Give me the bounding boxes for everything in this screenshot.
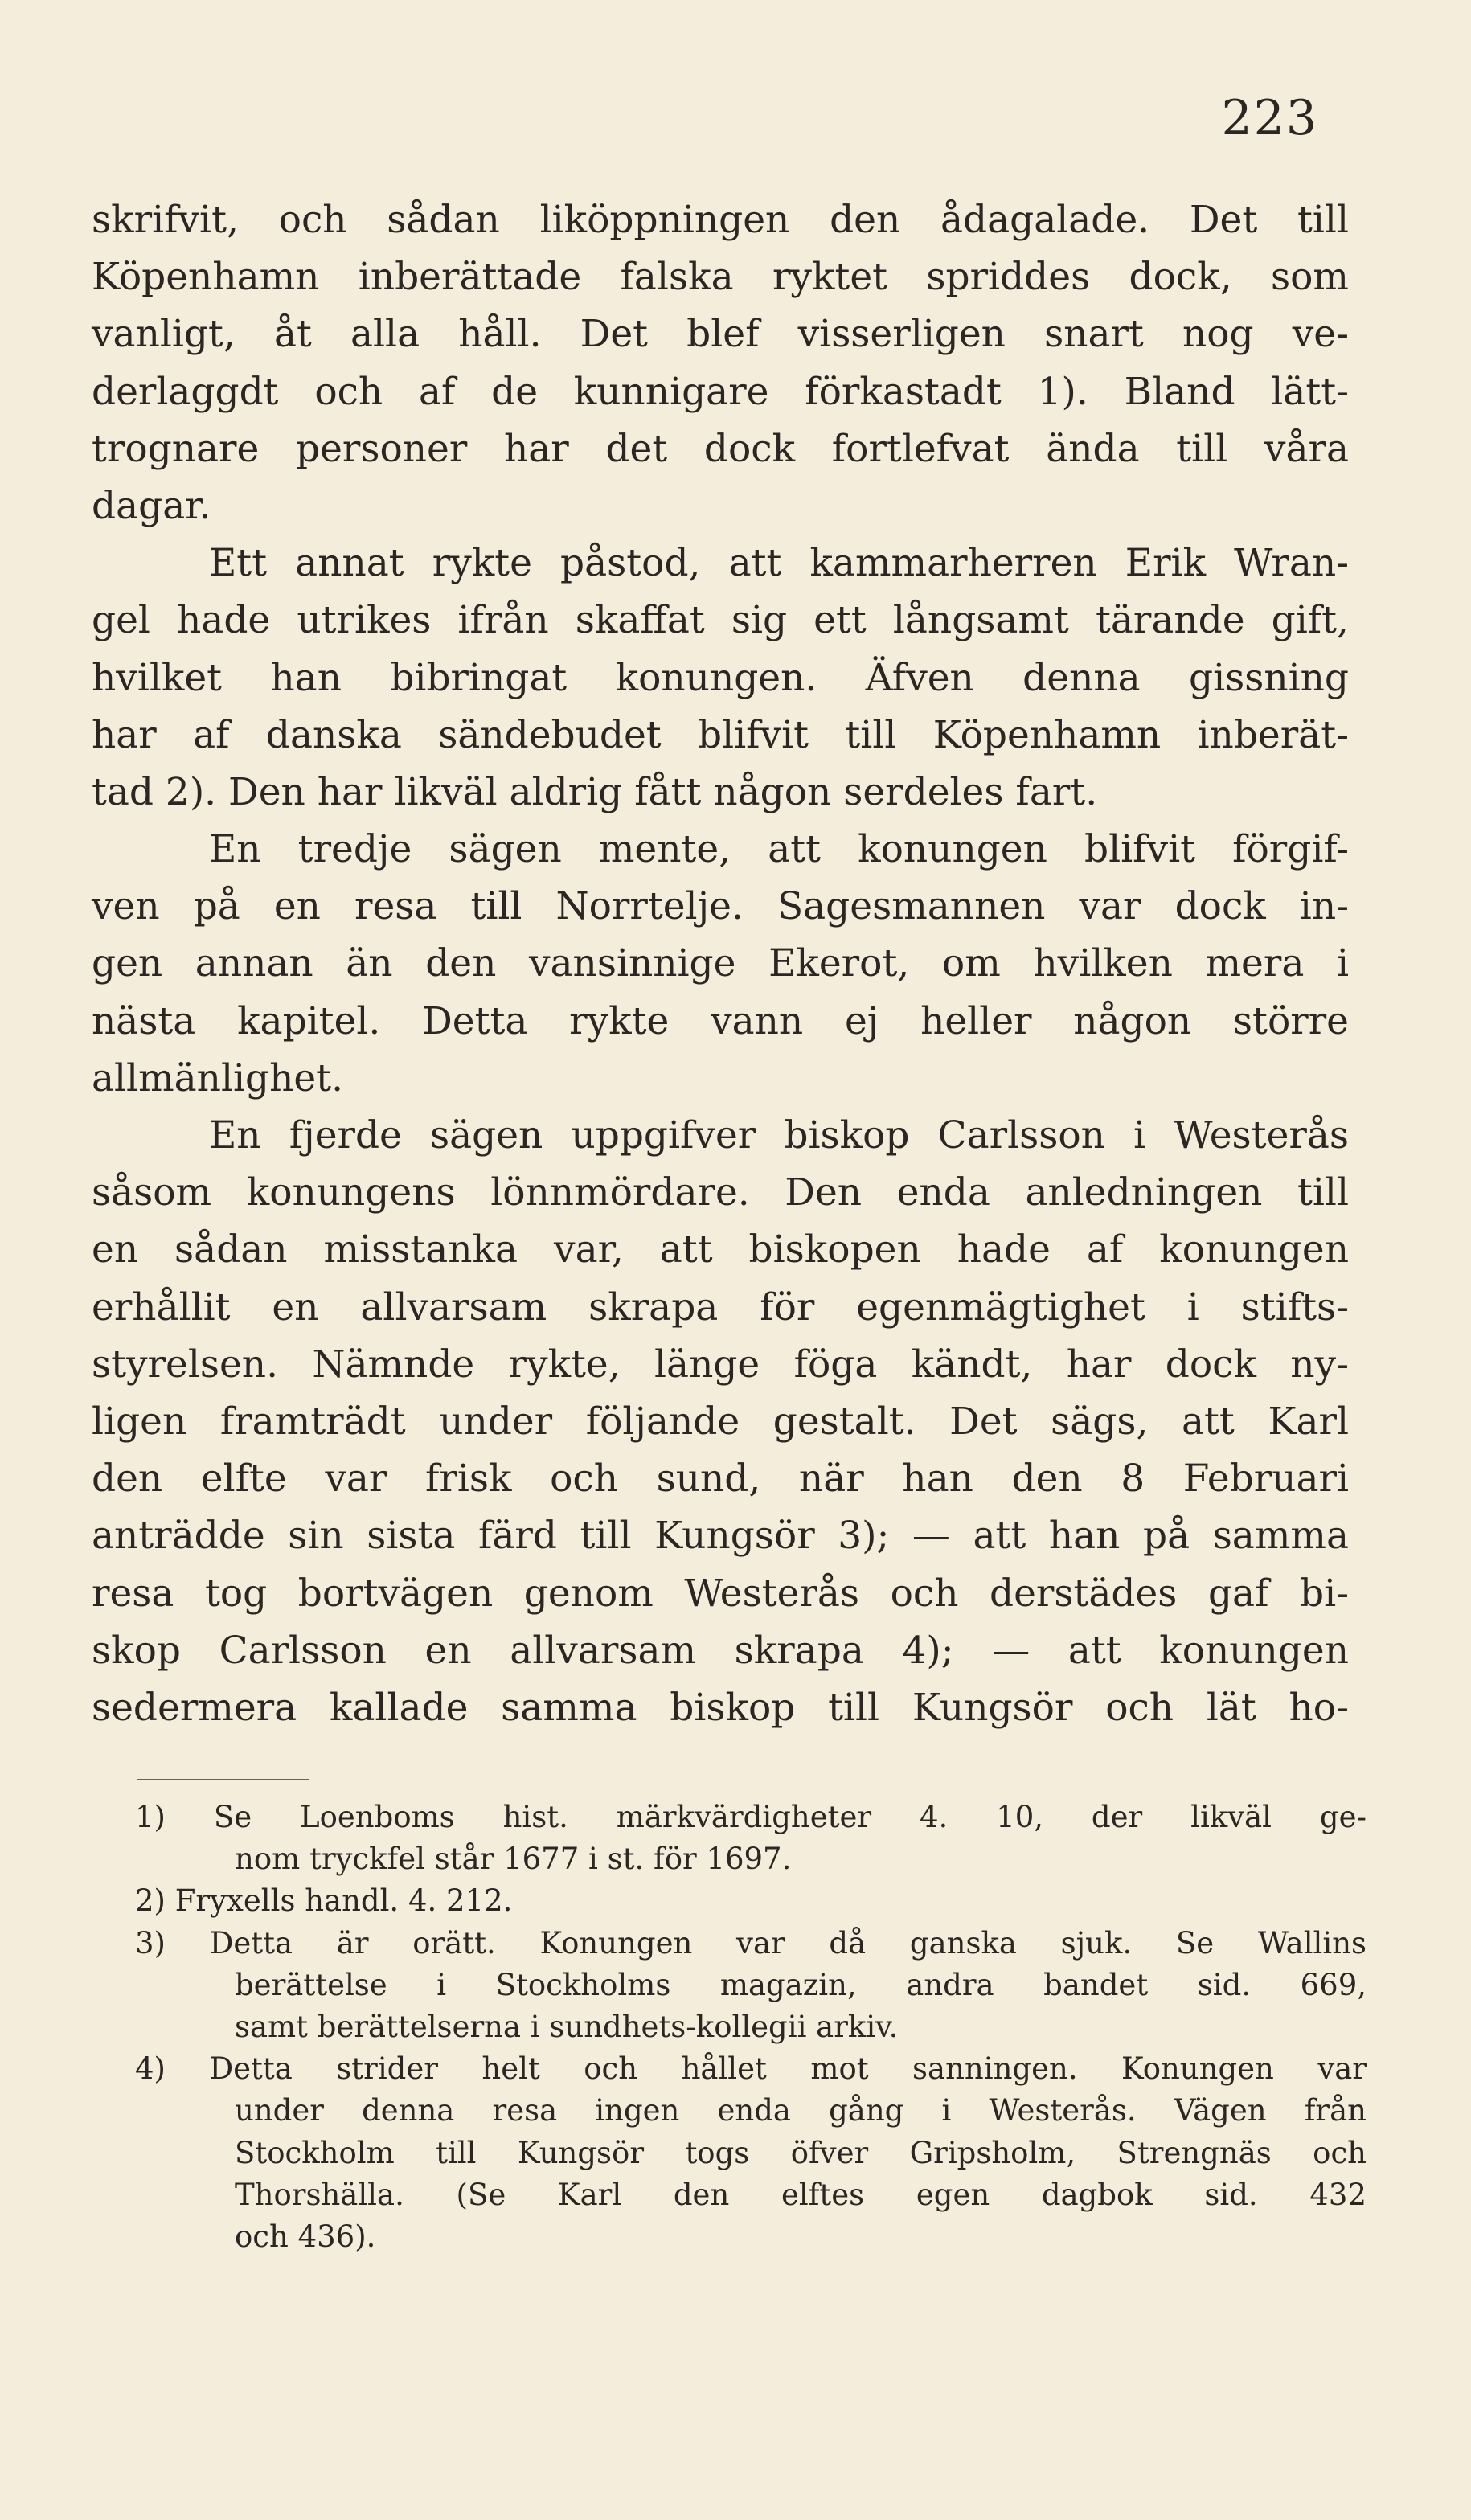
footnote-label: 2)	[135, 1883, 166, 1919]
text-line: skop Carlsson en allvarsam skrapa 4); — att konungen	[92, 1628, 1349, 1673]
text-line: ven på en resa till Norrtelje. Sagesmannen var dock in-	[92, 884, 1349, 929]
text-line: en sådan misstanka var, att biskopen hade af konungen	[92, 1227, 1349, 1272]
text-line: anträdde sin sista färd till Kungsör 3); — att han på samma	[92, 1514, 1349, 1559]
footnote-label: 4)	[135, 2051, 166, 2087]
footnote-line: nom tryckfel står 1677 i st. för 1697.	[235, 1842, 792, 1877]
footnote-line: Thorshälla. (Se Karl den elftes egen dagbok sid. 432	[235, 2177, 1367, 2212]
text-line: har af danska sändebudet blifvit till Köpenhamn inberät-	[92, 712, 1349, 757]
text-line: resa tog bortvägen genom Westerås och derstädes gaf bi-	[92, 1571, 1349, 1616]
text-line: allmänlighet.	[92, 1055, 344, 1100]
footnote-line	[135, 1923, 1367, 1965]
footnote-separator	[137, 1779, 309, 1780]
footnote-text: Detta är orätt. Konungen var då ganska sjuk. Se Wallins	[209, 1925, 1367, 1961]
text-line: Köpenhamn inberättade falska ryktet spriddes dock, som	[92, 255, 1349, 300]
text-line: Ett annat rykte påstod, att kammarherren Erik Wran-	[209, 541, 1349, 586]
footnote-line	[135, 1797, 1367, 1838]
page-number: 223	[1221, 90, 1318, 146]
text-line: såsom konungens lönnmördare. Den enda anledningen till	[92, 1170, 1349, 1215]
text-line: En fjerde sägen uppgifver biskop Carlsson i Westerås	[209, 1113, 1349, 1158]
footnote-label: 1)	[135, 1800, 166, 1834]
footnote-line: Stockholm till Kungsör togs öfver Gripsholm, Strengnäs och	[235, 2135, 1367, 2170]
footnote-text: Detta strider helt och hållet mot sanningen. Konungen var	[209, 2051, 1367, 2087]
text-line: den elfte var frisk och sund, när han den 8 Februari	[92, 1457, 1349, 1502]
footnote-line	[135, 2048, 1367, 2090]
body-text	[92, 191, 1349, 1736]
footnote-line: under denna resa ingen enda gång i Westerås. Vägen från	[235, 2093, 1367, 2129]
text-line: gen annan än den vansinnige Ekerot, om hvilken mera i	[92, 941, 1349, 986]
text-line: sedermera kallade samma biskop till Kungsör och lät ho-	[92, 1685, 1349, 1730]
text-line: derlaggdt och af de kunnigare förkastadt 1). Bland lätt-	[92, 369, 1349, 414]
text-line: hvilket han bibringat konungen. Äfven denna gissning	[92, 655, 1349, 700]
text-line: styrelsen. Nämnde rykte, länge föga kändt, har dock ny-	[92, 1342, 1349, 1387]
footnote-line: och 436).	[235, 2219, 376, 2254]
text-line: skrifvit, och sådan liköppningen den ådagalade. Det till	[92, 198, 1349, 242]
footnote-label: 3)	[135, 1925, 166, 1961]
text-line: En tredje sägen mente, att konungen blifvit förgif-	[209, 827, 1349, 872]
text-line: dagar.	[92, 483, 211, 528]
text-line: trognare personer har det dock fortlefvat ända till våra	[92, 426, 1349, 471]
text-line: erhållit en allvarsam skrapa för egenmägtighet i stifts-	[92, 1285, 1349, 1330]
text-line: ligen framträdt under följande gestalt. Det sägs, att Karl	[92, 1399, 1349, 1444]
text-line: gel hade utrikes ifrån skaffat sig ett långsamt tärande gift,	[92, 598, 1349, 643]
text-line: vanligt, åt alla håll. Det blef visserligen snart nog ve-	[92, 312, 1349, 357]
text-line: tad 2). Den har likväl aldrig fått någon serdeles fart.	[92, 769, 1098, 814]
footnote-line: samt berättelserna i sundhets-kollegii arkiv.	[235, 2009, 899, 2044]
footnote-text: Fryxells handl. 4. 212.	[174, 1883, 513, 1919]
footnote-text: Se Loenboms hist. märkvärdigheter 4. 10, der likväl ge-	[213, 1800, 1367, 1834]
footnote-line	[135, 1880, 1367, 1922]
footnotes	[135, 1797, 1367, 2258]
text-line: nästa kapitel. Detta rykte vann ej heller någon större	[92, 998, 1349, 1043]
footnote-line: berättelse i Stockholms magazin, andra bandet sid. 669,	[235, 1967, 1367, 2002]
